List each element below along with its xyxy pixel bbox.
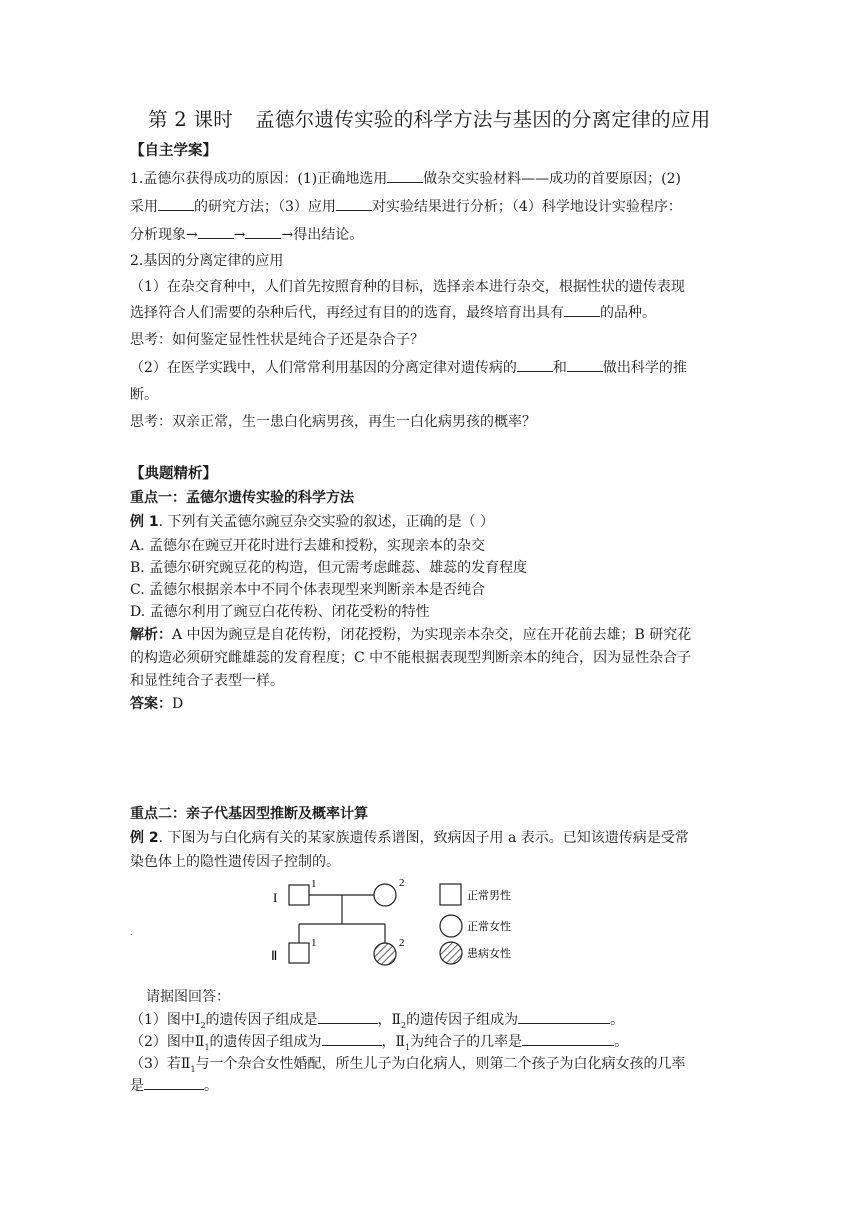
legend-male-label: 正常男性: [467, 889, 511, 902]
lesson-topic: 孟德尔遗传实验的科学方法与基因的分离定律的应用: [255, 108, 711, 131]
q2-heading: 2.基因的分离定律的应用: [130, 253, 284, 269]
typical-heading: 【典题精析】: [130, 466, 217, 482]
answer-blank: [567, 358, 603, 372]
generation-1-label: I: [273, 890, 278, 905]
analysis-line2: 的构造必须研究雌雄蕊的发育程度；C 中不能根据表现型判断亲本的纯合，因为显性杂合子: [130, 650, 692, 666]
answer-blank: [198, 225, 234, 239]
think-question-2: 思考：双亲正常，生一患白化病男孩，再生一白化病男孩的概率？: [130, 414, 536, 430]
individual-I1-male: [289, 885, 309, 905]
answer-blank: [517, 358, 553, 372]
legend-female-label: 正常女性: [467, 920, 511, 933]
answer-blank: [518, 1010, 610, 1024]
legend-affected-label: 患病女性: [467, 947, 511, 960]
q1-line2: 采用 的研究方法；（3）应用 对实验结果进行分析；（4）科学地设计实验程序：: [130, 199, 682, 215]
example1-stem: 例 1. 下列有关孟德尔豌豆杂交实验的叙述，正确的是（ ）: [130, 514, 494, 530]
q2-2-line1: （2）在医学实践中，人们常常利用基因的分离定律对遗传病的 和 做出科学的推: [130, 360, 687, 376]
answer-blank: [245, 225, 281, 239]
legend-female-symbol: [440, 915, 462, 937]
analysis-line1: 解析：A 中因为豌豆是自花传粉，闭花授粉，为实现亲本杂交，应在开花前去雄；B 研究花: [130, 627, 692, 643]
answer-blank: [387, 169, 423, 183]
generation-2-label: Ⅱ: [271, 948, 278, 963]
analysis-line3: 和显性纯合子表型一样。: [130, 673, 284, 689]
individual-II2-affected-female: [374, 943, 396, 965]
question-3-line1: （3）若$Ⅱ_1$与一个杂合女性婚配，所生儿子为白化病人，则第二个孩子为白化病女孩的几率: [130, 1056, 686, 1074]
pedigree-chart: [256, 870, 576, 980]
option-d: D. 孟德尔利用了豌豆白花传粉、闭花受粉的特性: [130, 604, 430, 620]
stray-dot: .: [130, 928, 133, 937]
answer-blank: [564, 303, 600, 317]
questions-intro: 请据图回答：: [146, 989, 230, 1005]
point1-heading: 重点一：孟德尔遗传实验的科学方法: [130, 490, 354, 506]
point2-heading: 重点二：亲子代基因型推断及概率计算: [130, 806, 368, 822]
q1-line3: 分析现象→ → →得出结论。: [130, 227, 364, 243]
q2-2-line2: 断。: [130, 387, 158, 403]
lesson-number: 第 2 课时: [148, 108, 234, 131]
answer-line: 答案：D: [130, 696, 184, 712]
answer-blank: [318, 1010, 378, 1024]
question-3-line2: 是 。: [130, 1078, 218, 1094]
individual-II1-male: [289, 943, 309, 963]
q2-1-line1: （1）在杂交育种中，人们首先按照育种的目标，选择亲本进行杂交，根据性状的遗传表现: [130, 279, 685, 295]
individual-II1-number: 1: [311, 937, 317, 949]
answer-blank: [158, 197, 194, 211]
individual-I2-number: 2: [399, 877, 405, 889]
answer-blank: [522, 1032, 614, 1046]
individual-II2-number: 2: [399, 937, 405, 949]
individual-I1-number: 1: [311, 878, 317, 890]
answer-blank: [144, 1076, 204, 1090]
answer-blank: [336, 197, 372, 211]
q1-line1: 1.孟德尔获得成功的原因：(1)正确地选用 做杂交实验材料——成功的首要原因；(2): [130, 171, 682, 187]
individual-I2-female: [374, 884, 396, 906]
option-b: B. 孟德尔研究豌豆花的构造，但元需考虑雌蕊、雄蕊的发育程度: [130, 560, 528, 576]
self-study-heading: 【自主学案】: [130, 143, 217, 159]
question-2: （2）图中$Ⅱ_1$的遗传因子组成为 ，$Ⅱ_1$为纯合子的几率是 。: [130, 1034, 629, 1052]
example2-line2: 染色体上的隐性遗传因子控制的。: [130, 854, 340, 870]
legend-male-symbol: [440, 884, 461, 905]
option-c: C. 孟德尔根据亲本中不同个体表现型来判断亲本是否纯合: [130, 582, 486, 598]
lesson-title: [148, 104, 711, 132]
think-question-1: 思考：如何鉴定显性性状是纯合子还是杂合子？: [130, 332, 424, 348]
q2-1-line2: 选择符合人们需要的杂种后代，再经过有目的的选育，最终培育出具有 的品种。: [130, 305, 656, 321]
legend-affected-symbol: [440, 942, 462, 964]
answer-blank: [322, 1032, 382, 1046]
option-a: A. 孟德尔在豌豆开花时进行去雄和授粉，实现亲本的杂交: [130, 538, 486, 554]
example2-line1: 例 2. 下图为与白化病有关的某家族遗传系谱图，致病因子用 a 表示。已知该遗传病是受常: [130, 830, 689, 846]
question-1: （1）图中$Ⅰ_2$的遗传因子组成是 ，$Ⅱ_2$的遗传因子组成为 。: [130, 1012, 625, 1030]
